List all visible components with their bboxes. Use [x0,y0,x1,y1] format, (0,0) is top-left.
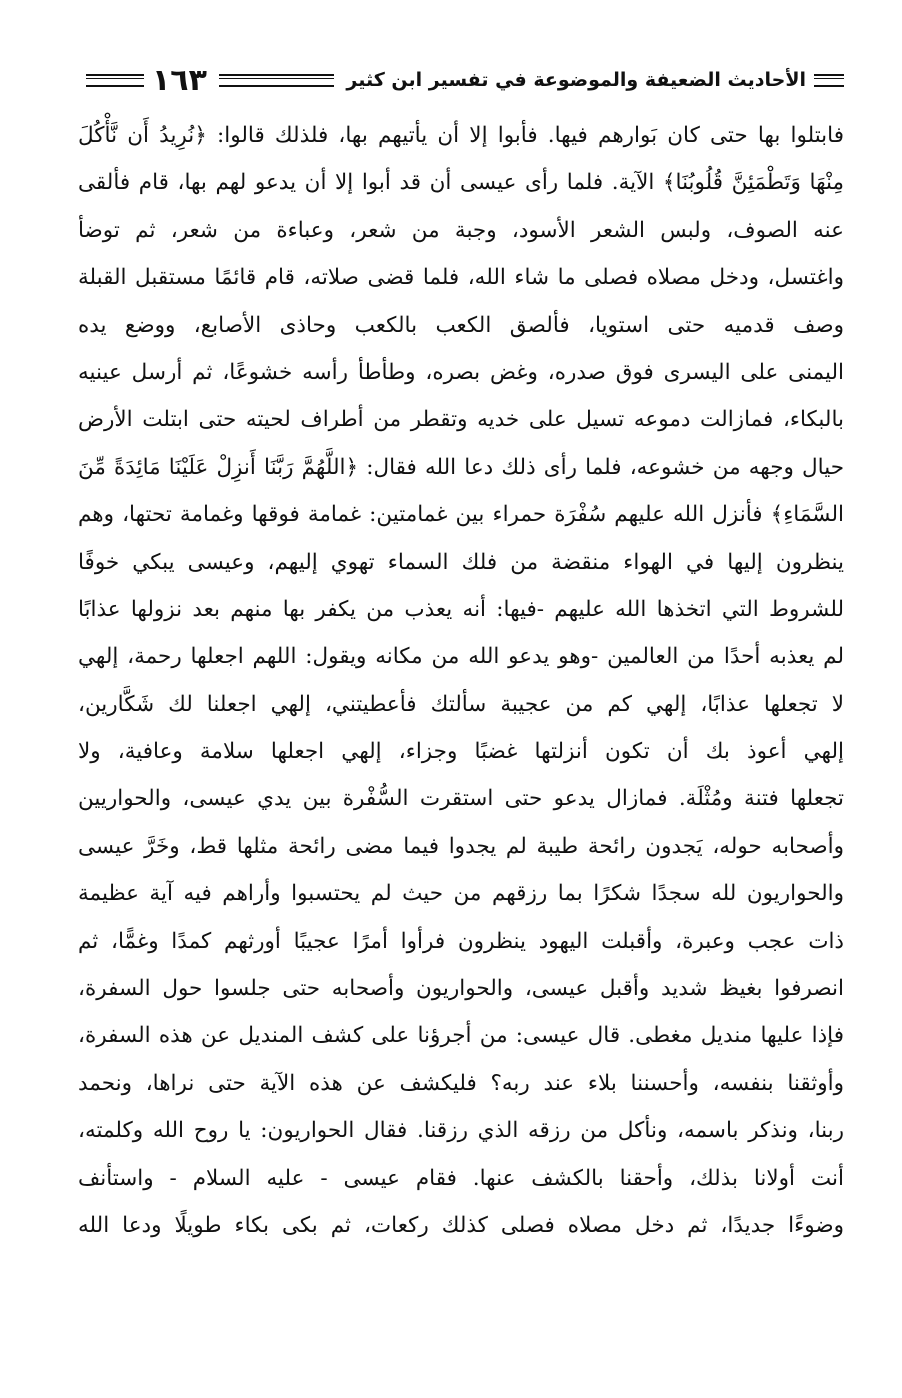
text-line: وضوءًا جديدًا، ثم دخل مصلاه فصلى كذلك ركعات، ثم بكى بكاء طويلًا ودعا الله [78,1212,844,1238]
text-line: اليمنى على اليسرى فوق صدره، وغض بصره، وطأطأ رأسه خشوعًا، ثم أرسل عينيه [78,359,844,385]
header-rule-middle [219,74,334,87]
text-line: ربنا، ونذكر باسمه، ونأكل من رزقه الذي رزقنا. فقال الحواريون: يا روح الله وكلمته، [78,1118,844,1144]
text-line: انصرفوا بغيظ شديد وأقبل عيسى، والحواريون وأصحابه حتى جلسوا حول السفرة، [78,976,844,1002]
text-line: لا تجعلها عذابًا، إلهي كم من عجيبة سألتك فأعطيتني، إلهي اجعلنا لك شَكَّارين، [78,691,844,717]
text-line: واغتسل، ودخل مصلاه فصلى ما شاء الله، فلما قضى صلاته، قام قائمًا مستقبل القبلة [78,265,844,291]
text-line: أنت أولانا بذلك، وأحقنا بالكشف عنها. فقام عيسى - عليه السلام - واستأنف [78,1165,844,1191]
text-line: وصف قدميه حتى استويا، فألصق الكعب بالكعب وحاذى الأصابع، ووضع يده [78,312,844,338]
text-line: فإذا عليها منديل مغطى. قال عيسى: من أجرؤنا على كشف المنديل عن هذه السفرة، [78,1023,844,1049]
text-line: لم يعذبه أحدًا من العالمين -وهو يدعو الله من مكانه ويقول: اللهم اجعلها رحمة، إلهي [78,644,844,670]
page-number: ١٦٣ [152,62,207,98]
text-line: وأصحابه حوله، يَجدون رائحة طيبة لم يجدوا فيما مضى رائحة مثلها قط، وخَرَّ عيسى [78,833,844,859]
text-line: إلهي أعوذ بك أن تكون أنزلتها غضبًا وجزاء، إلهي اجعلها سلامة وعافية، ولا [78,739,844,765]
running-title: الأحاديث الضعيفة والموضوعة في تفسير ابن كثير [346,69,806,91]
page-header [86,58,844,102]
header-rule-left [86,74,144,87]
text-line: فابتلوا بها حتى كان بَوارهم فيها. فأبوا إلا أن يأتيهم بها، فلذلك قالوا: ﴿نُرِيدُ أَن نَّأْكُلَ [78,123,844,148]
text-line: حيال وجهه من خشوعه، فلما رأى ذلك دعا الله فقال: ﴿اللَّهُمَّ رَبَّنَا أَنزِلْ عَلَيْنَا مَائِدَةً مِّنَ [78,454,844,480]
text-line: عنه الصوف، ولبس الشعر الأسود، وجبة من شعر، وعباءة من شعر، ثم توضأ [78,217,844,243]
text-line: ينظرون إليها في الهواء منقضة من فلك السماء تهوي إليهم، وعيسى يبكي خوفًا [78,549,844,575]
header-rule-right [814,74,844,87]
text-line: بالبكاء، فمازالت دموعه تسيل على خديه وتقطر من أطراف لحيته حتى ابتلت الأرض [78,407,844,433]
text-line: وأوثقنا بنفسه، وأحسننا بلاء عند ربه؟ فليكشف عن هذه الآية حتى نراها، ونحمد [78,1070,844,1096]
text-line: للشروط التي اتخذها الله عليهم -فيها: أنه يعذب من يكفر بها منهم بعد نزولها عذابًا [78,596,844,622]
text-line: السَّمَاءِ﴾ فأنزل الله عليهم سُفْرَة حمراء بين غمامتين: غمامة فوقها وغمامة تحتها، وهم [78,502,844,528]
text-line: والحواريون لله سجدًا شكرًا بما رزقهم من حيث لم يحتسبوا وأراهم فيه آية عظيمة [78,881,844,907]
text-line: تجعلها فتنة ومُثْلَة. فمازال يدعو حتى استقرت السُّفْرة بين يدي عيسى، والحواريين [78,786,844,812]
text-line: ذات عجب وعبرة، وأقبلت اليهود ينظرون فرأوا أمرًا عجيبًا أورثهم كمدًا وغمًّا، ثم [78,928,844,954]
text-line: مِنْهَا وَتَطْمَئِنَّ قُلُوبُنَا﴾ الآية. فلما رأى عيسى أن قد أبوا إلا أن يدعو لهم بها، قام فألقى [78,170,844,196]
body-text [78,112,844,1249]
